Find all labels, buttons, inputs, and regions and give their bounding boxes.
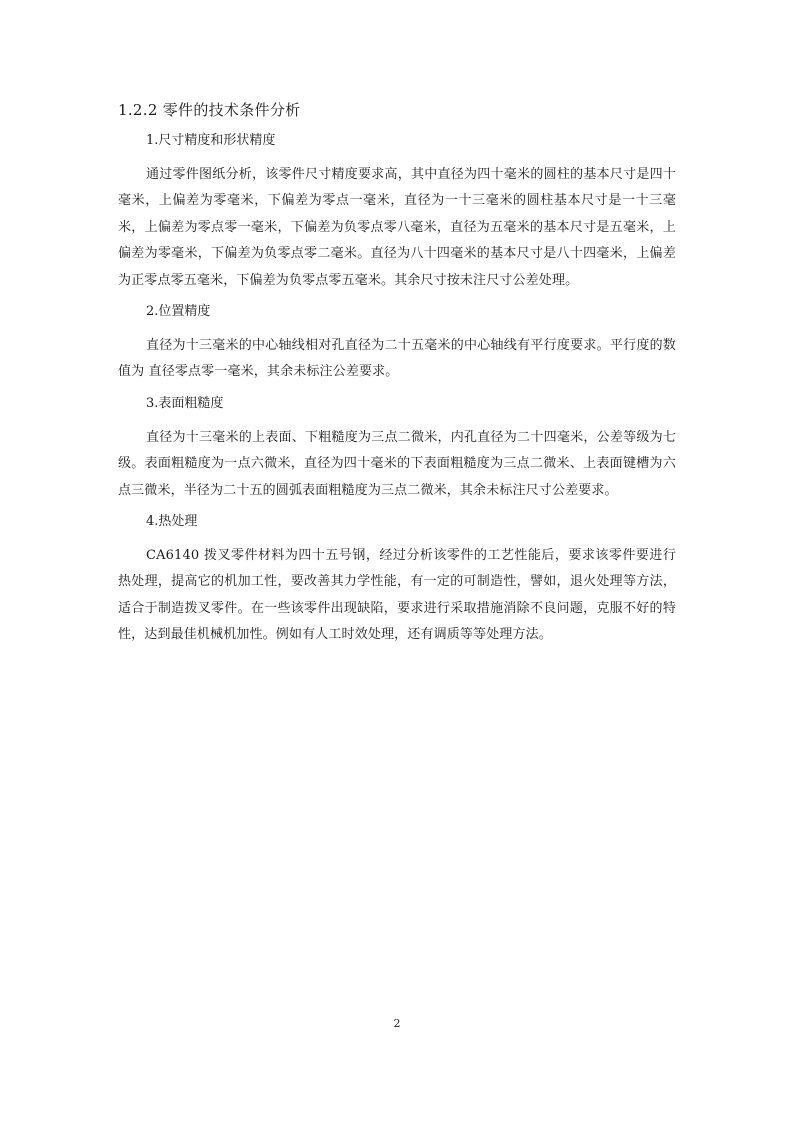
subsection-title-dimensional-accuracy: 1.尺寸精度和形状精度 [146,133,276,148]
page-content [118,100,676,657]
page-number: 2 [393,1017,401,1030]
section-heading: 1.2.2 零件的技术条件分析 [118,101,301,119]
subsection-title-heat-treatment: 4.热处理 [146,514,198,530]
subsection-title-position-accuracy: 2.位置精度 [146,304,211,320]
subsection-title-surface-roughness: 3.表面粗糙度 [146,395,224,411]
paragraph-dimensional-accuracy: 通过零件图纸分析，该零件尺寸精度要求高，其中直径为四十毫米的圆柱的基本尺寸是四十毫米，上偏差为零毫米，下偏差为零点一毫米，直径为一十三毫米的圆柱基本尺寸是一十三毫米，上偏差为零点零一毫米，下偏差为负零点零八毫米，直径为五毫米的基本尺寸是五毫米，上偏差为零毫米，下偏差为负零点零二毫米。直径为八十四毫米的基本尺寸是八十四毫米，上偏差为正零点零五毫米，下偏差为负零点零五毫米。其余尺寸按未注尺寸公差处理。 [118,167,676,288]
paragraph-heat-treatment: CA6140 拨叉零件材料为四十五号钢，经过分析该零件的工艺性能后，要求该零件要进行热处理，提高它的机加工性，要改善其力学性能，有一定的可制造性，譬如，退火处理等方法，适合于制造拨叉零件。在一些该零件出现缺陷，要求进行采取措施消除不良问题，克服不好的特性，达到最佳机械机加性。例如有人工时效处理，还有调质等等处理方法。 [118,548,676,643]
paragraph-position-accuracy: 直径为十三毫米的中心轴线相对孔直径为二十五毫米的中心轴线有平行度要求。平行度的数值为 直径零点零一毫米，其余未标注公差要求。 [118,338,676,380]
paragraph-surface-roughness: 直径为十三毫米的上表面、下粗糙度为三点二微米，内孔直径为二十四毫米，公差等级为七级。表面粗糙度为一点六微米，直径为四十毫米的下表面粗糙度为三点二微米、上表面键槽为六点三微米，半径为二十五的圆弧表面粗糙度为三点二微米，其余未标注尺寸公差要求。 [118,429,676,498]
